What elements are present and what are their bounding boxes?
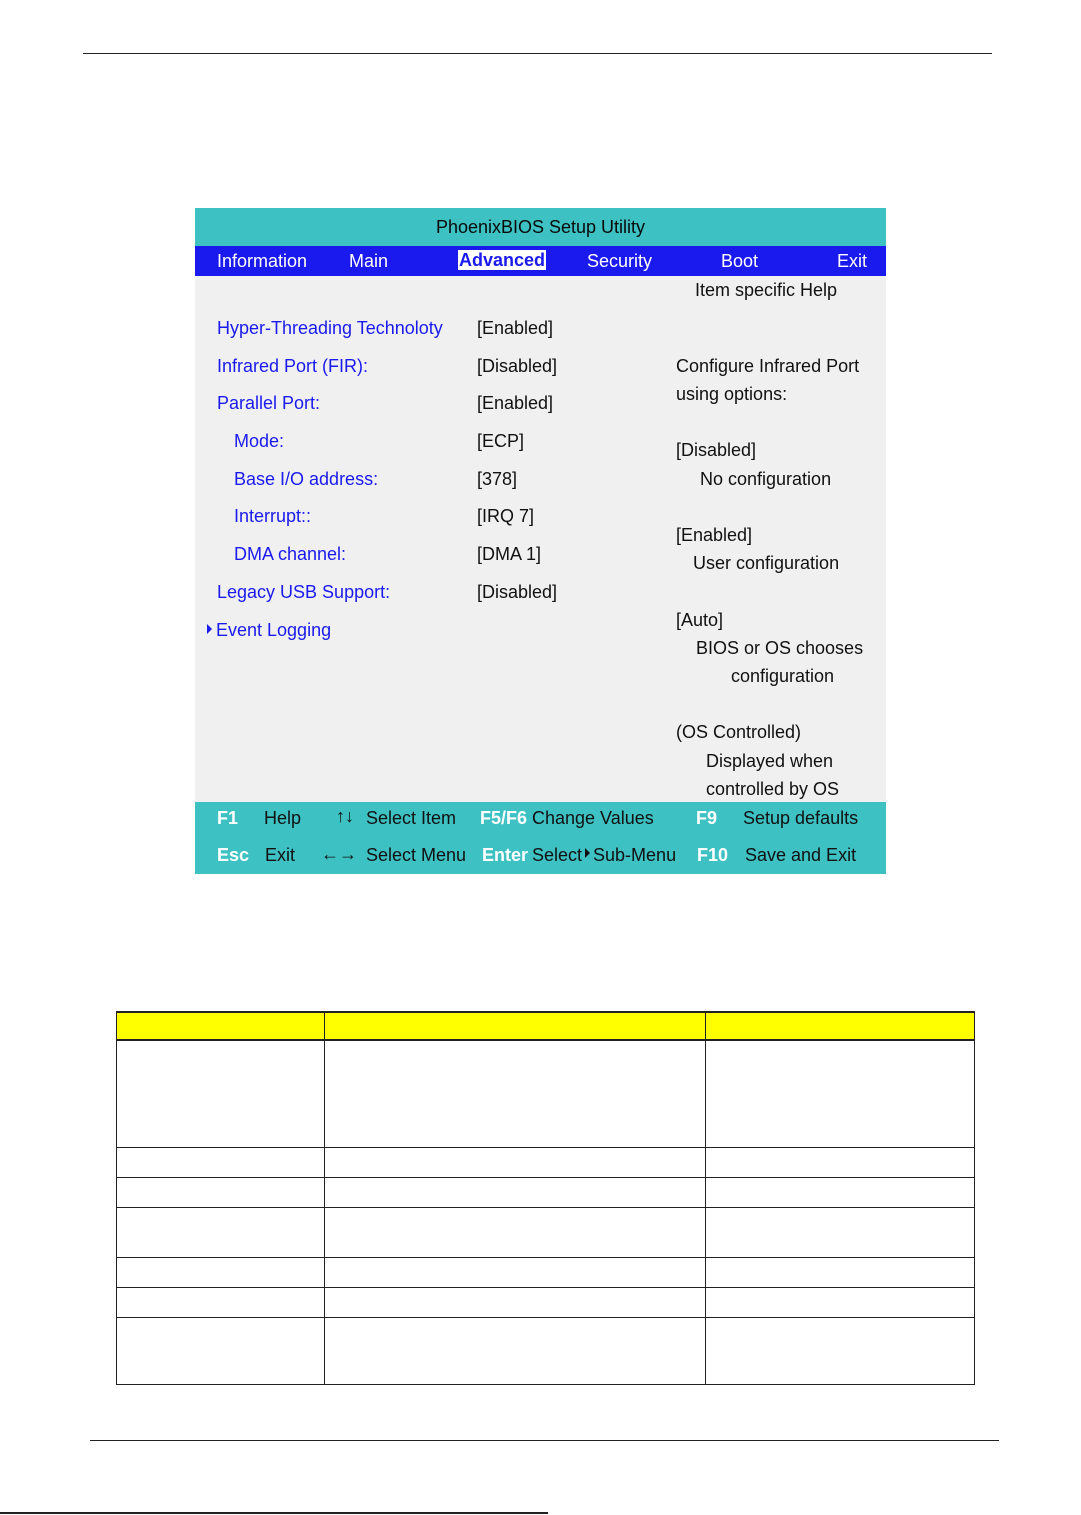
value-base-io-address[interactable]: [378] xyxy=(477,469,518,489)
value-interrupt[interactable]: [IRQ 7] xyxy=(477,506,535,526)
option-dma-channel[interactable]: DMA channel: xyxy=(234,544,347,564)
value-dma-channel[interactable]: [DMA 1] xyxy=(477,544,542,564)
option-parallel-port[interactable]: Parallel Port: xyxy=(217,393,321,413)
table-cell xyxy=(706,1147,975,1177)
submenu-arrow-icon xyxy=(585,848,590,858)
table-cell xyxy=(706,1317,975,1384)
table-cell xyxy=(706,1177,975,1207)
submenu-arrow-icon xyxy=(207,624,212,634)
select-item-desc: Select Item xyxy=(366,808,457,828)
table-row xyxy=(117,1317,975,1384)
table-cell xyxy=(325,1257,706,1287)
table-header-cell xyxy=(706,1012,975,1040)
menu-exit[interactable]: Exit xyxy=(837,251,868,271)
page-footer-rule xyxy=(0,1512,548,1514)
key-f9: F9 xyxy=(696,808,718,828)
help-line: BIOS or OS chooses xyxy=(696,638,864,658)
bios-title: PhoenixBIOS Setup Utility xyxy=(435,216,646,237)
value-mode[interactable]: [ECP] xyxy=(477,431,525,451)
option-mode[interactable]: Mode: xyxy=(234,431,285,451)
bios-title-bar xyxy=(195,208,886,246)
key-f1: F1 xyxy=(217,808,239,828)
value-parallel-port[interactable]: [Enabled] xyxy=(477,393,554,413)
key-esc: Esc xyxy=(217,845,250,865)
table-header-row xyxy=(117,1012,975,1040)
option-infrared-port[interactable]: Infrared Port (FIR): xyxy=(217,356,369,376)
help-line: (OS Controlled) xyxy=(676,722,802,742)
table-cell xyxy=(706,1040,975,1147)
key-f5f6-desc: Change Values xyxy=(532,808,654,828)
value-hyper-threading[interactable]: [Enabled] xyxy=(477,318,554,338)
table-cell xyxy=(325,1317,706,1384)
table-row xyxy=(117,1207,975,1257)
help-line: User configuration xyxy=(693,553,840,573)
submenu-event-logging-label: Event Logging xyxy=(216,620,332,640)
key-enter: Enter xyxy=(482,845,529,865)
help-line: [Disabled] xyxy=(676,440,757,460)
table-row xyxy=(117,1040,975,1147)
help-line: using options: xyxy=(676,384,788,404)
up-down-arrow-icon: ↑↓ xyxy=(336,806,354,826)
table-cell xyxy=(117,1040,325,1147)
table-cell xyxy=(325,1177,706,1207)
enter-select-text: Select xyxy=(532,845,583,865)
help-line: Displayed when xyxy=(706,751,834,771)
help-line: configuration xyxy=(731,666,835,686)
submenu-event-logging[interactable] xyxy=(207,620,331,641)
table-cell xyxy=(117,1207,325,1257)
key-f9-desc: Setup defaults xyxy=(743,808,859,828)
bios-setup-window xyxy=(195,208,886,874)
help-line: [Auto] xyxy=(676,610,724,630)
table-row xyxy=(117,1147,975,1177)
value-legacy-usb[interactable]: [Disabled] xyxy=(477,582,558,602)
enter-submenu-text: Sub-Menu xyxy=(593,845,677,865)
bios-key-legend xyxy=(195,802,886,874)
table-cell xyxy=(117,1287,325,1317)
key-esc-desc: Exit xyxy=(265,845,296,865)
table-cell xyxy=(706,1257,975,1287)
menu-information[interactable]: Information xyxy=(217,251,308,271)
menu-boot[interactable]: Boot xyxy=(721,251,759,271)
bios-menu-bar xyxy=(195,246,886,276)
page-bottom-rule xyxy=(90,1440,999,1441)
key-f10: F10 xyxy=(697,845,729,865)
help-line: Configure Infrared Port xyxy=(676,356,860,376)
help-header: Item specific Help xyxy=(695,280,838,300)
table-cell xyxy=(325,1040,706,1147)
table-row xyxy=(117,1177,975,1207)
table-cell xyxy=(117,1177,325,1207)
option-legacy-usb[interactable]: Legacy USB Support: xyxy=(217,582,391,602)
table-header-cell xyxy=(117,1012,325,1040)
select-menu-desc: Select Menu xyxy=(366,845,467,865)
left-right-arrow-icon: ←→ xyxy=(321,844,357,864)
table-cell xyxy=(706,1207,975,1257)
key-f10-desc: Save and Exit xyxy=(745,845,857,865)
settings-table xyxy=(116,1011,975,1385)
table-cell xyxy=(325,1287,706,1317)
value-infrared-port[interactable]: [Disabled] xyxy=(477,356,558,376)
key-f5f6: F5/F6 xyxy=(480,808,528,828)
table-cell xyxy=(117,1317,325,1384)
option-interrupt[interactable]: Interrupt:: xyxy=(234,506,312,526)
table-cell xyxy=(325,1147,706,1177)
table-header-cell xyxy=(325,1012,706,1040)
help-line: controlled by OS xyxy=(706,779,840,799)
key-f1-desc: Help xyxy=(264,808,302,828)
table-cell xyxy=(117,1257,325,1287)
help-line: No configuration xyxy=(700,469,832,489)
page-top-rule xyxy=(83,53,992,54)
key-enter-desc xyxy=(532,845,676,866)
option-base-io-address[interactable]: Base I/O address: xyxy=(234,469,379,489)
table-cell xyxy=(706,1287,975,1317)
table-row xyxy=(117,1287,975,1317)
menu-advanced[interactable]: Advanced xyxy=(459,250,546,270)
menu-main[interactable]: Main xyxy=(349,251,389,271)
help-line: [Enabled] xyxy=(676,525,753,545)
table-cell xyxy=(117,1147,325,1177)
menu-security[interactable]: Security xyxy=(587,251,653,271)
table-cell xyxy=(325,1207,706,1257)
table-row xyxy=(117,1257,975,1287)
option-hyper-threading[interactable]: Hyper-Threading Technoloty xyxy=(217,318,443,338)
